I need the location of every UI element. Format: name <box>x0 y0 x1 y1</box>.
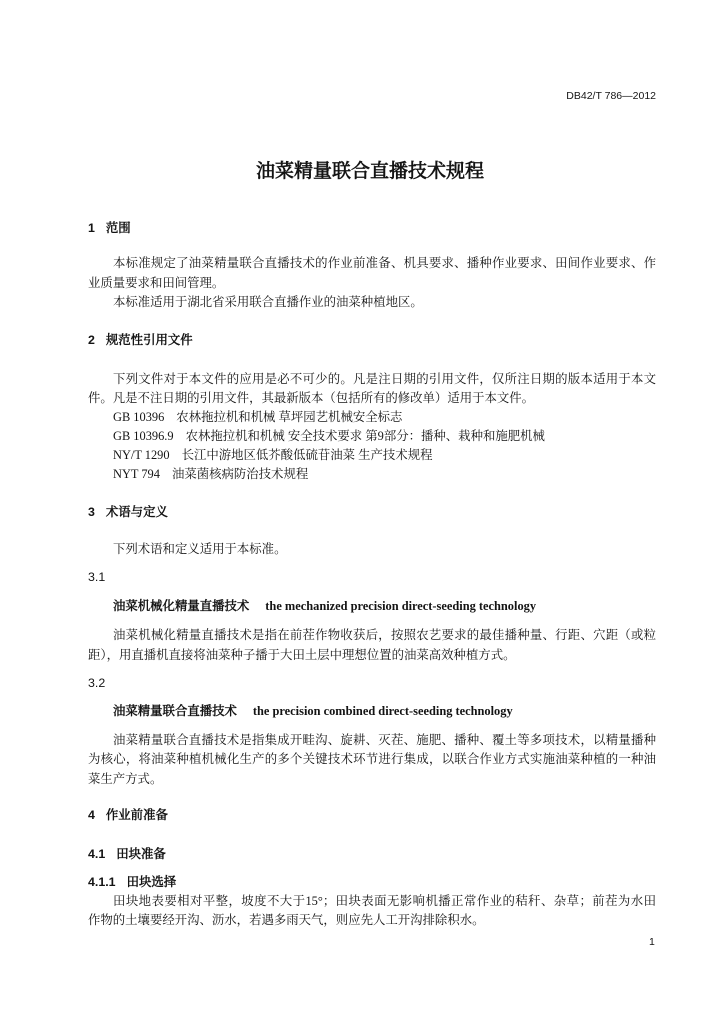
definition-line: 距），用直播机直接将油菜种子播于大田土层中理想位置的油菜高效种植方式。 <box>88 648 516 662</box>
section-title: 作业前准备 <box>105 808 168 822</box>
section-4-heading <box>88 808 168 822</box>
section-number: 2 <box>88 333 95 347</box>
subsection-4-1-heading <box>88 847 166 861</box>
reference-code: NY/T 1290 <box>113 448 170 462</box>
term-english: the mechanized precision direct-seeding technology <box>265 599 537 613</box>
section-title: 术语与定义 <box>105 505 168 519</box>
section-number: 4 <box>88 808 95 822</box>
paragraph-line: 业质量要求和田间管理。 <box>88 276 225 290</box>
paragraph-line: 下列文件对于本文件的应用是必不可少的。凡是注日期的引用文件，仅所注日期的版本适用于本文 <box>113 372 656 386</box>
section-number: 4.1 <box>88 847 106 861</box>
section-number: 1 <box>88 221 95 235</box>
term-number: 3.2 <box>88 676 106 690</box>
section-number: 4.1.1 <box>88 875 116 889</box>
reference-code: NYT 794 <box>113 467 160 481</box>
page-number: 1 <box>649 936 655 948</box>
reference-name: 油菜菌核病防治技术规程 <box>171 467 309 481</box>
section-number: 3 <box>88 505 95 519</box>
term-chinese: 油菜精量联合直播技术 <box>113 704 237 718</box>
paragraph-line: 作物的土壤要经开沟、沥水，若遇多雨天气，则应先人工开沟排除积水。 <box>88 913 485 927</box>
subsection-4-1-1-heading <box>88 875 176 889</box>
paragraph-line: 本标准适用于湖北省采用联合直播作业的油菜种植地区。 <box>113 295 423 309</box>
section-title: 规范性引用文件 <box>105 333 193 347</box>
reference-code: GB 10396 <box>113 410 165 424</box>
term-line <box>113 704 513 718</box>
reference-item <box>113 410 402 424</box>
section-2-heading <box>88 333 193 347</box>
definition-line: 油菜精量联合直播技术是指集成开畦沟、旋耕、灭茬、施肥、播种、覆土等多项技术，以精量播种 <box>113 733 656 747</box>
paragraph-line: 下列术语和定义适用于本标准。 <box>113 542 287 556</box>
term-number: 3.1 <box>88 570 106 584</box>
reference-name: 长江中游地区低芥酸低硫苷油菜 生产技术规程 <box>181 448 433 462</box>
reference-name: 农林拖拉机和机械 安全技术要求 第9部分：播种、栽种和施肥机械 <box>185 429 545 443</box>
definition-line: 油菜机械化精量直播技术是指在前茬作物收获后，按照农艺要求的最佳播种量、行距、穴距（或粒 <box>113 628 656 642</box>
reference-item <box>113 467 308 481</box>
standard-code: DB42/T 786—2012 <box>566 90 656 102</box>
reference-item <box>113 429 545 443</box>
paragraph-line: 件。凡是不注日期的引用文件，其最新版本（包括所有的修改单）适用于本文件。 <box>88 391 535 405</box>
section-title: 范围 <box>105 221 131 235</box>
reference-item <box>113 448 432 462</box>
section-title: 田块选择 <box>126 875 177 889</box>
section-3-heading <box>88 505 168 519</box>
term-line <box>113 599 536 613</box>
term-chinese: 油菜机械化精量直播技术 <box>113 599 250 613</box>
section-1-heading <box>88 221 131 235</box>
paragraph-line: 田块地表要相对平整，坡度不大于15°；田块表面无影响机播正常作业的秸秆、杂草；前茬为水田 <box>113 894 656 908</box>
document-title: 油菜精量联合直播技术规程 <box>255 161 484 182</box>
reference-code: GB 10396.9 <box>113 429 174 443</box>
term-english: the precision combined direct-seeding technology <box>252 704 513 718</box>
definition-line: 菜生产方式。 <box>88 772 163 786</box>
section-title: 田块准备 <box>116 847 166 861</box>
definition-line: 为核心，将油菜种植机械化生产的多个关键技术环节进行集成，以联合作业方式实施油菜种植的一种油 <box>88 752 656 766</box>
paragraph-line: 本标准规定了油菜精量联合直播技术的作业前准备、机具要求、播种作业要求、田间作业要求、作 <box>113 256 656 270</box>
reference-name: 农林拖拉机和机械 草坪园艺机械安全标志 <box>176 410 403 424</box>
